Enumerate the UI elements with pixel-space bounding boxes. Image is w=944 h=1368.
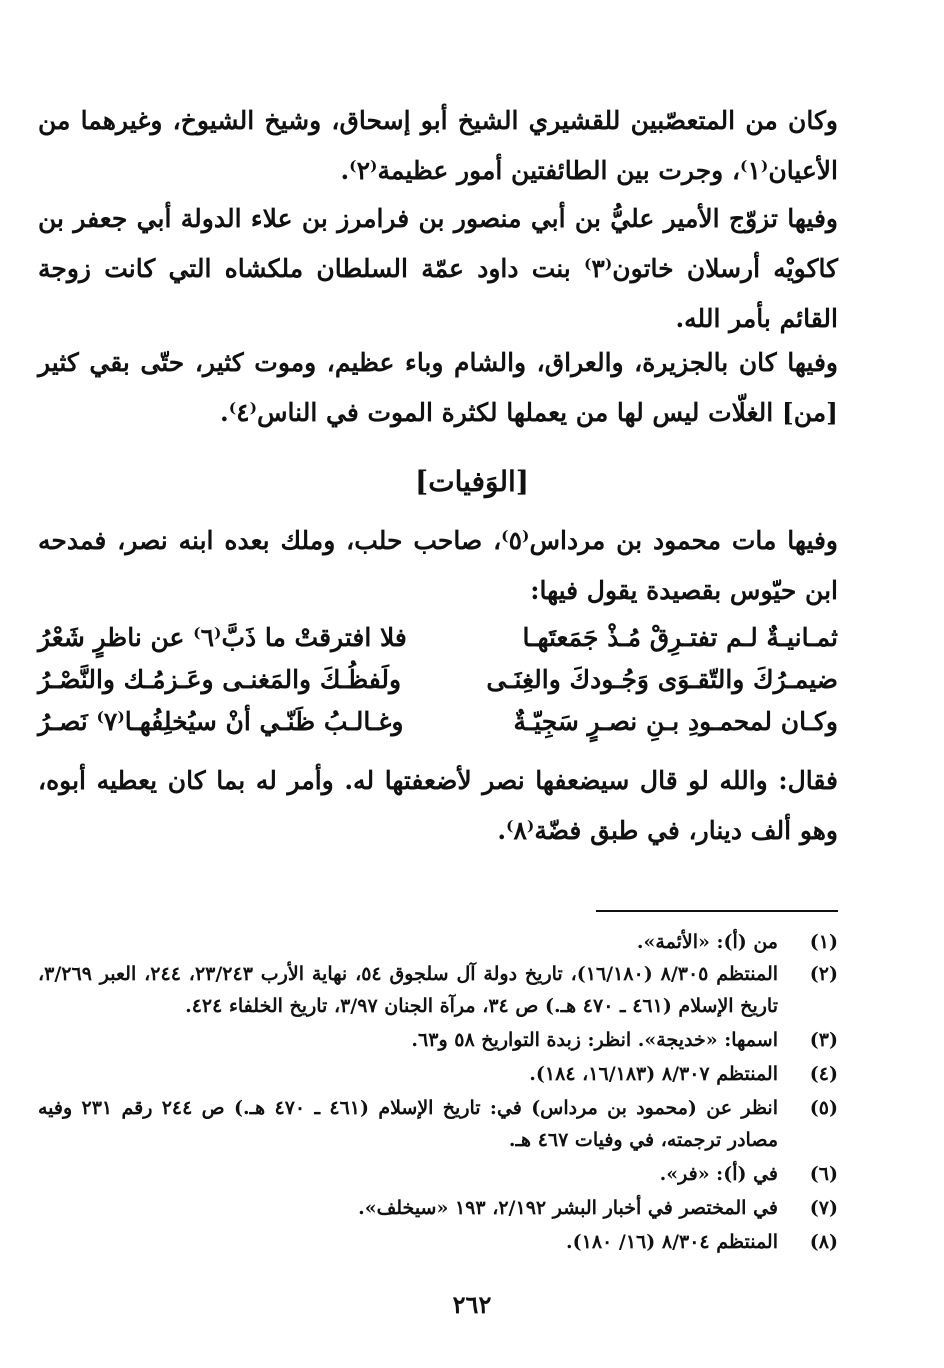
footnote-text: من (أ): «الأئمة».	[636, 931, 778, 953]
footnote-text: المنتظم ٨/٣٠٧ (١٦/١٨٣، ١٨٤).	[529, 1063, 778, 1085]
footnote-text: في المختصر في أخبار البشر ٢/١٩٢، ١٩٣ «سيخلف».	[358, 1197, 778, 1219]
verse-second-hemistich: ولَفظُـكَ والمَغنـى وعَـزمُـك والنَّصْـرُ	[38, 665, 402, 694]
verse-first-hemistich: ضيمـرُكَ والتّقـوَى وَجُـودكَ والغِنَـى	[486, 665, 838, 694]
verse-first-hemistich: ثمـانيـةٌ لـم تفتـرِقْ مُـذْ جَمَعتَهـا	[522, 623, 838, 652]
footnote	[38, 1192, 838, 1224]
verse-second-hemistich: فلا افترقتْ ما ذَبَّ⁽٦⁾ عن ناظرٍ شَعْرُ	[38, 623, 407, 652]
footnote	[38, 1024, 838, 1056]
page-number: ٢٦٢	[452, 1290, 492, 1319]
footnote-number: (٥)	[809, 1097, 838, 1119]
footnote-number: (٨)	[809, 1231, 838, 1253]
footnote-number: (١)	[809, 931, 838, 953]
verse-line	[38, 702, 838, 742]
footnote-text: في (أ): «فر».	[659, 1163, 778, 1185]
footnote-text: اسمها: «خديجة». انظر: زبدة التواريخ ٥٨ و٦٣.	[411, 1029, 778, 1051]
footnote	[38, 1092, 838, 1156]
footnote-text: المنتظم ٨/٣٠٤ (١٦/ ١٨٠).	[566, 1231, 778, 1253]
footnote-text: انظر عن (محمود بن مرداس) في: تاريخ الإسلام (٤٦١ ـ ٤٧٠ هـ.) ص ٢٤٤ رقم ٢٣١ وفيه مصادر ترجمته، في وفيات ٤٦٧ هـ.	[38, 1097, 778, 1151]
footnote	[38, 1058, 838, 1090]
paragraph-ashari-strife: وكان من المتعصّبين للقشيري الشيخ أبو إسحاق، وشيخ الشيوخ، وغيرهما من الأعيان⁽١⁾، وجرت بين الطائفتين أمور عظيمة⁽٢⁾.	[38, 106, 838, 185]
paragraph-marriage: وفيها تزوّج الأمير عليُّ بن أبي منصور بن فرامرز بن علاء الدولة أبي جعفر بن كاكويْه أرسلان خاتون⁽٣⁾ بنت داود عمّة السلطان ملكشاه التي كانت زوجة القائم بأمر الله.	[38, 204, 838, 333]
footnote-number: (٧)	[809, 1197, 838, 1219]
section-title-deaths: [الوَفيات]	[415, 465, 529, 498]
footnote-text: المنتظم ٨/٣٠٥ (١٦/١٨٠)، تاريخ دولة آل سلجوق ٥٤، نهاية الأرب ٢٣/٢٤٣، ٢٤٤، العبر ٣/٢٦٩، تاريخ الإسلام (٤٦١ ـ ٤٧٠ هـ.) ص ٣٤، مرآة الجنان ٣/٩٧، تاريخ الخلفاء ٤٢٤.	[38, 963, 779, 1017]
footnote-number: (٢)	[809, 963, 838, 985]
verse-first-hemistich: وكـان لمحمـودِ بـنِ نصـرٍ سَجِيّـةٌ	[513, 707, 838, 736]
footnote	[38, 926, 838, 958]
footnote-number: (٣)	[809, 1029, 838, 1051]
footnote-number: (٦)	[809, 1163, 838, 1185]
footnote	[38, 958, 838, 1022]
verse-line	[38, 660, 838, 700]
paragraph-plague: وفيها كان بالجزيرة، والعراق، والشام وباء عظيم، وموت كثير، حتّى بقي كثير [من] الغلّات ليس لها من يعملها لكثرة الموت في الناس⁽٤⁾.	[38, 348, 838, 427]
paragraph-reward: فقال: والله لو قال سيضعفها نصر لأضعفتها له. وأمر له بما كان يعطيه أبوه، وهو ألف دينار، في طبق فضّة⁽٨⁾.	[38, 766, 838, 845]
verse-line	[38, 618, 838, 658]
paragraph-death-mahmud: وفيها مات محمود بن مرداس⁽٥⁾، صاحب حلب، وملك بعده ابنه نصر، فمدحه ابن حيّوس بقصيدة يقول فيها:	[38, 526, 839, 605]
footnote	[38, 1158, 838, 1190]
footnote-number: (٤)	[809, 1063, 838, 1085]
footnote-separator-rule	[596, 910, 838, 912]
verse-second-hemistich: وغـالـبُ ظَنّـي أنْ سيُخلِفُهـا⁽٧⁾ نَصـرُ	[38, 707, 404, 736]
footnote	[38, 1226, 838, 1258]
